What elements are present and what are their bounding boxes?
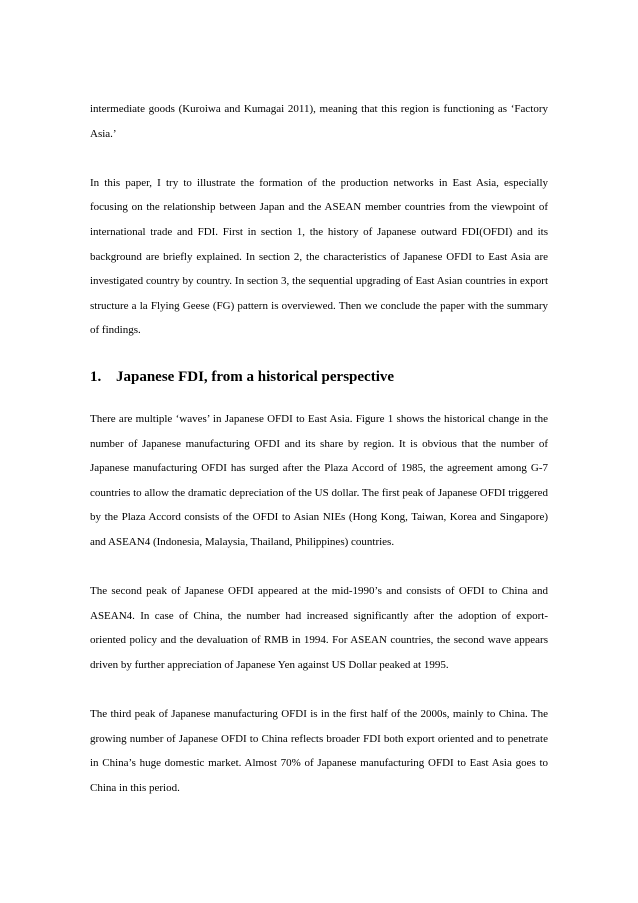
section-title: Japanese FDI, from a historical perspective bbox=[116, 368, 395, 385]
paragraph-second-peak: The second peak of Japanese OFDI appeared at the mid-1990’s and consists of OFDI to China and ASEAN4. In case of China, the number had increased significantly after the adoption of export-oriented policy and the devaluation of RMB in 1994. For ASEAN countries, the second wave appears driven by further appreciation of Japanese Yen against US Dollar peaked at 1995. bbox=[90, 585, 548, 671]
section-heading bbox=[90, 365, 548, 389]
paragraph-first-peak: There are multiple ‘waves’ in Japanese OFDI to East Asia. Figure 1 shows the historical change in the number of Japanese manufacturing OFDI and its share by region. It is obvious that the number of Japanese manufacturing OFDI has surged after the Plaza Accord of 1985, the agreement among G-7 countries to allow the dramatic depreciation of the US dollar. The first peak of Japanese OFDI triggered by the Plaza Accord consists of the OFDI to Asian NIEs (Hong Kong, Taiwan, Korea and Singapore) and ASEAN4 (Indonesia, Malaysia, Thailand, Philippines) countries. bbox=[90, 412, 548, 548]
section-number: 1. bbox=[90, 368, 102, 385]
page-content bbox=[90, 97, 548, 800]
paragraph-third-peak: The third peak of Japanese manufacturing OFDI is in the first half of the 2000s, mainly to China. The growing number of Japanese OFDI to China reflects broader FDI both export oriented and to penetrate in China’s huge domestic market. Almost 70% of Japanese manufacturing OFDI to East Asia goes to China in this period. bbox=[90, 708, 548, 794]
paragraph-introduction: In this paper, I try to illustrate the formation of the production networks in East Asia, especially focusing on the relationship between Japan and the ASEAN member countries from the viewpoint of international trade and FDI. First in section 1, the history of Japanese outward FDI(OFDI) and its background are briefly explained. In section 2, the characteristics of Japanese OFDI to East Asia are investigated country by country. In section 3, the sequential upgrading of East Asian countries in export structure a la Flying Geese (FG) pattern is overviewed. Then we conclude the paper with the summary of findings. bbox=[90, 176, 548, 337]
paragraph-factory-asia: intermediate goods (Kuroiwa and Kumagai 2011), meaning that this region is functioning as ‘Factory Asia.’ bbox=[90, 103, 548, 140]
